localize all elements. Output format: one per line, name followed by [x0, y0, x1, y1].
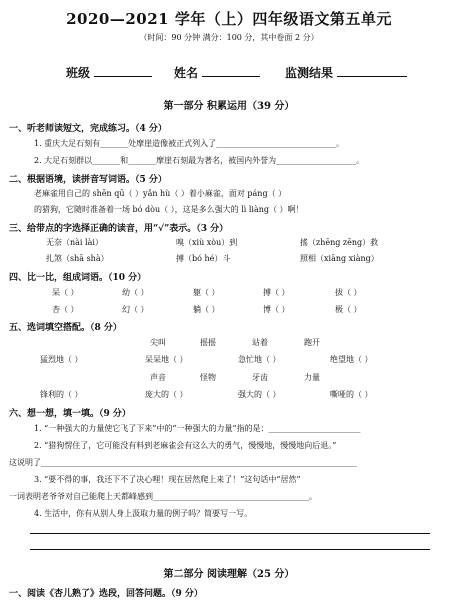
result-field	[285, 64, 407, 81]
name-field	[174, 64, 260, 81]
result-label: 监测结果	[285, 66, 334, 80]
compare-word[interactable]: 呆（ ）	[52, 288, 79, 297]
section6-q4: 4. 生活中，你有从别人身上汲取力量的例子吗？简要写一写。	[34, 509, 253, 518]
match-item[interactable]: 呆呆地（ ）	[145, 355, 188, 364]
compare-word[interactable]: 极（ ）	[335, 305, 362, 314]
compare-word[interactable]: 拔（ ）	[335, 288, 362, 297]
class-blank[interactable]	[94, 66, 152, 77]
section6-q2b: 这说明了_______________________________________________________________________________	[9, 458, 357, 467]
part1-title: 第一部分 积累运用（39 分）	[163, 101, 295, 112]
match-item[interactable]: 急忙地（ ）	[238, 355, 281, 364]
section4-heading: 四、比一比，组成词语。（10 分）	[9, 273, 147, 283]
name-blank[interactable]	[202, 66, 260, 77]
answer-line[interactable]	[30, 549, 430, 550]
pron-item-1[interactable]: 无奈（nài lài）	[46, 238, 103, 247]
section6-q2a: 2. “猎狗愣住了，它可能没有料到老麻雀会有这么大的勇气，慢慢地，慢慢地向后退。”	[34, 441, 337, 450]
compare-word[interactable]: 幼（ ）	[122, 288, 149, 297]
compare-word[interactable]: 搏（ ）	[263, 288, 290, 297]
match-item[interactable]: 猛烈地（ ）	[40, 355, 83, 364]
section3-heading: 三、给带点的字选择正确的读音，用“√”表示。（3 分）	[9, 224, 229, 234]
part2-title: 第二部分 阅读理解（25 分）	[163, 569, 295, 580]
word-choice: 尖叫	[150, 338, 166, 347]
section5-heading: 五、选词填空搭配。（8 分）	[9, 323, 122, 333]
section2-line2: 的猎狗，它随时准备着一场 bó dòu（ ），这是多么强大的 lì liàng（ ）啊！	[34, 205, 304, 214]
match-item[interactable]: 庞大的（ ）	[145, 390, 188, 399]
result-blank[interactable]	[337, 66, 407, 77]
word-choice: 跑开	[304, 338, 320, 347]
section6-q3a: 3. “要不得的事，我还下不了决心哩！现在居然爬上来了！”这句话中“居然”	[34, 475, 301, 484]
section6-q3b: 一词表明老爷爷对自己能爬上天都峰感到_______________________________________。	[9, 492, 317, 501]
compare-word[interactable]: 博（ ）	[263, 305, 290, 314]
pron-item-3[interactable]: 搖（zhēng zēng）救	[300, 238, 379, 247]
section6-heading: 六、想一想，填一填。（9 分）	[9, 409, 131, 419]
part2-section1-heading: 一、阅读《杏儿熟了》选段，回答问题。（9 分）	[9, 589, 203, 599]
match-item[interactable]: 绝望地（ ）	[330, 355, 373, 364]
name-label: 姓名	[174, 66, 199, 80]
compare-word[interactable]: 躯（ ）	[193, 288, 220, 297]
word-choice: 牙齿	[252, 373, 268, 382]
pron-item-6[interactable]: 照相（xiāng xiàng）	[300, 254, 379, 263]
compare-word[interactable]: 躺（ ）	[193, 305, 220, 314]
section1-q1: 1. 重庆大足石刻有_______处摩崖造像被正式列入了______________________________。	[34, 139, 345, 148]
pron-item-4[interactable]: 扎煞（shā shà）	[46, 254, 109, 263]
section2-line1: 老麻雀用自己的 shēn qū（ ）yǎn hù（ ）着小麻雀，面对 páng（ ）	[34, 189, 287, 198]
section6-q1: 1. “一种强大的力量使它飞了下来”中的“一种强大的力量”指的是：_______________________	[34, 424, 361, 433]
answer-line[interactable]	[30, 533, 430, 534]
match-item[interactable]: 锋利的（ ）	[40, 390, 83, 399]
match-item[interactable]: 强大的（ ）	[238, 390, 281, 399]
word-choice: 声音	[150, 373, 166, 382]
word-choice: 摇摇	[200, 338, 216, 347]
pron-item-5[interactable]: 搏（bó hé）斗	[176, 254, 231, 263]
section1-heading: 一、听老师读短文，完成练习。（4 分）	[9, 124, 167, 134]
match-item[interactable]: 嘶哑的（ ）	[330, 390, 373, 399]
exam-subtitle: （时间：90 分钟 满分：100 分，其中卷面 2 分）	[139, 33, 319, 42]
word-choice: 怪物	[200, 373, 216, 382]
section1-q2: 2. 大足石刻群以_______和_______摩崖石刻最为著名，被国内外誉为____________________。	[34, 156, 365, 165]
exam-title: 2020—2021 学年（上）四年级语文第五单元	[66, 10, 392, 28]
word-choice: 力量	[304, 373, 320, 382]
class-label: 班级	[66, 66, 91, 80]
section2-heading: 二、根据语境，读拼音写词语。（5 分）	[9, 175, 167, 185]
compare-word[interactable]: 幻（ ）	[122, 305, 149, 314]
compare-word[interactable]: 杏（ ）	[52, 305, 79, 314]
pron-item-2[interactable]: 嗅（xiù xòu）到	[176, 238, 238, 247]
word-choice: 站着	[252, 338, 268, 347]
class-field	[66, 64, 152, 81]
